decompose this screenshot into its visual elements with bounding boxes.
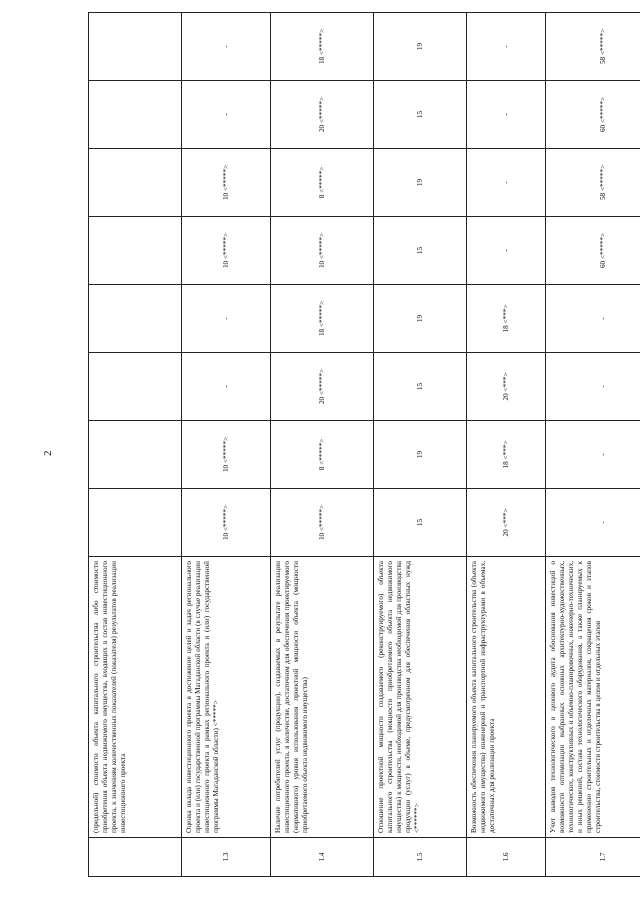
value-cell: 10 <*****> — [271, 489, 374, 557]
value-cell: 18 <***> — [467, 285, 546, 353]
criterion-text: (предельной) стоимости объекта капитального строительства либо стоимости приобретения объекта недвижимого имущества, входящих в состав инвестиционного проекта, к значениям количественных показателей (показателя) результатов реализации инвестиционного проекта — [89, 557, 182, 838]
value-cell: 58 <*****> — [546, 13, 640, 81]
value-cell: - — [546, 421, 640, 489]
value-cell — [89, 421, 182, 489]
rotated-table-wrapper — [88, 28, 628, 877]
value-cell — [89, 81, 182, 149]
value-cell: - — [467, 13, 546, 81]
criterion-text: Возможность обеспечения планируемого объекта капитального строительства (объекта недвижимого имущества) инженерной и транспортной инфраструктурами в объемах, достаточных для реализации проекта — [467, 557, 546, 838]
value-cell: 20 <*****> — [271, 353, 374, 421]
value-cell: - — [467, 217, 546, 285]
value-cell: 8 <*****> — [271, 149, 374, 217]
page-number: 2 — [42, 450, 54, 456]
value-cell: - — [546, 285, 640, 353]
row-number: 1.5 — [374, 838, 467, 877]
criterion-text: Отношение проектной мощности создаваемого (реконструируемого) объекта капитального строительства (мощности приобретаемого объекта недвижимого имущества) к мощности, необходимой для производства необходимой для производства продукции (услуг) в объеме, предусмотренном для обеспечения областных нужд <******> — [374, 557, 467, 838]
row-number — [89, 838, 182, 877]
table-row — [546, 13, 640, 877]
value-cell: 15 — [374, 81, 467, 149]
value-cell: 19 — [374, 285, 467, 353]
table-row — [271, 13, 374, 877]
value-cell: - — [182, 285, 271, 353]
value-cell: 60 <*****> — [546, 81, 640, 149]
value-cell: 10 <*****> — [271, 217, 374, 285]
value-cell: 10 <*****> — [182, 489, 271, 557]
value-cell: 15 — [374, 489, 467, 557]
table-row — [89, 13, 182, 877]
row-number: 1.6 — [467, 838, 546, 877]
table-row — [182, 13, 271, 877]
row-number: 1.7 — [546, 838, 640, 877]
criterion-text: Учет выводов технологического и ценового аудита обоснования инвестиций о возможности оптимизации выбранных основных архитектурно-художественных, технологических, конструктивных и объемно-планировочных, инженерно-технических, и иных решений, состава технологического оборудования, а также планируемых к применению строительных и отделочных материалов, сокращения сроков и этапов строительства, стоимости строительства в целом и отдельных этапов — [546, 557, 640, 838]
value-cell — [89, 13, 182, 81]
criterion-text: Наличие потребителей услуг (продукции), создаваемых в результате реализации инвестиционного проекта, в количестве, достаточном для обеспечения проектируемого (нормативного) уровня использования проектной мощности объекта (мощности приобретаемого объекта недвижимого имущества) — [271, 557, 374, 838]
value-cell — [89, 285, 182, 353]
value-cell: 20 <*****> — [271, 81, 374, 149]
value-cell — [89, 489, 182, 557]
value-cell: - — [182, 13, 271, 81]
value-cell: 10 <*****> — [182, 149, 271, 217]
value-cell: 18 <*****> — [271, 285, 374, 353]
value-cell: 8 <*****> — [271, 421, 374, 489]
row-number: 1.3 — [182, 838, 271, 877]
value-cell: 10 <*****> — [182, 217, 271, 285]
value-cell: 60 <*****> — [546, 217, 640, 285]
value-cell: 15 — [374, 353, 467, 421]
criterion-text: Оценка вклада инвестиционного проекта в достижение целей и задач регионального проекта и (или) государственной программы Магаданской области (в случае реализации инвестиционного проекта в рамках регионального проекта и (или) государственной программы Магаданской области) <*****> — [182, 557, 271, 838]
value-cell: 19 — [374, 13, 467, 81]
value-cell: 15 — [374, 217, 467, 285]
value-cell — [89, 149, 182, 217]
value-cell: - — [546, 353, 640, 421]
value-cell: 20 <***> — [467, 353, 546, 421]
value-cell: - — [182, 353, 271, 421]
value-cell: - — [182, 81, 271, 149]
value-cell: - — [546, 489, 640, 557]
value-cell: 19 — [374, 421, 467, 489]
value-cell: 19 — [374, 149, 467, 217]
value-cell: - — [467, 149, 546, 217]
value-cell: 18 <***> — [467, 421, 546, 489]
value-cell — [89, 353, 182, 421]
table-row — [467, 13, 546, 877]
value-cell: 10 <*****> — [182, 421, 271, 489]
value-cell: 58 <*****> — [546, 149, 640, 217]
value-cell: 18 <*****> — [271, 13, 374, 81]
value-cell: 20 <***> — [467, 489, 546, 557]
row-number: 1.4 — [271, 838, 374, 877]
criteria-table — [88, 12, 640, 877]
value-cell — [89, 217, 182, 285]
table-row — [374, 13, 467, 877]
value-cell: - — [467, 81, 546, 149]
